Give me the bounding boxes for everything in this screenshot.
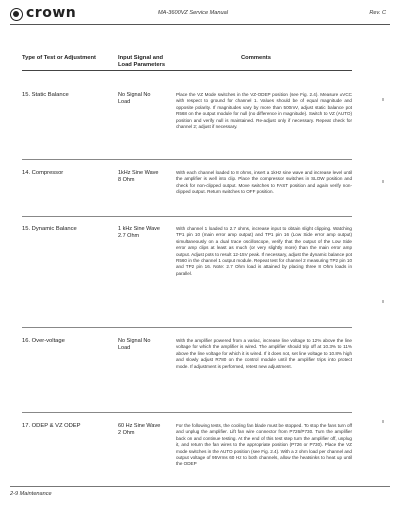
column-header-type: Type of Test or Adjustment xyxy=(22,55,96,61)
row-input-parameters: No Signal No Load xyxy=(118,92,151,105)
manual-title: MA-3600VZ Service Manual xyxy=(158,10,228,16)
row-test-type: 14. Compressor xyxy=(22,170,64,176)
margin-mark xyxy=(382,300,384,303)
column-header-divider xyxy=(22,70,352,71)
column-headers xyxy=(0,55,400,71)
row-comment: With channel 1 loaded to 2.7 ohms, increase input to obtain slight clipping. Watching TP1 pin 10 (main error amp output) and TP1 pin 16 (Low Side error amp output) simultaneously on a dual trace oscilloscope, verify that the output of the Low Side error amp clips at least as much (or very slightly more) than the main error amp output. Adjust pots to result 12-15V peak. If necessary, adjust the dynamic balance pot R560 in the channel 1 output module. Repeat test for channel 2 measuring TP2 pin 10 and TP2 pin 16. Note: 2.7 Ohm load is attained by placing three 8 Ohm loads in parallel. xyxy=(176,226,352,276)
page-footer: 2-9 Maintenance xyxy=(10,491,52,497)
footer-divider xyxy=(10,486,390,487)
row-input-parameters: No Signal No Load xyxy=(118,338,151,351)
row-comment: With the amplifier powered from a variac, increase line voltage to 12% above the line voltage for which the amplifier is wired. The amplifier should trip off at 10.3% to 11% above the line voltage for which it is wired. If it does not, set line voltage to 10.8% high and slowly adjust R780 on the control module until the amplifier trips into protect mode. If adjustment is performed, retest new adjustment. xyxy=(176,338,352,369)
row-input-parameters: 1 kHz Sine Wave 2.7 Ohm xyxy=(118,226,160,239)
header-divider xyxy=(10,24,390,25)
column-header-input: Input Signal and Load Parameters xyxy=(118,55,166,68)
margin-mark xyxy=(382,180,384,183)
crown-logo-icon xyxy=(10,8,23,21)
row-divider xyxy=(22,216,352,217)
column-header-comments: Comments xyxy=(241,55,271,61)
row-comment: With each channel loaded to 8 ohms, insert a 1kHz sine wave and increase level until the amplifier is well into clip. Place the compressor switches in SLOW position and check for non-clipped output. Move switches to FAST position and again verify non-clipped output. Return switches to OFF position. xyxy=(176,170,352,195)
row-input-parameters: 1kHz Sine Wave 8 Ohm xyxy=(118,170,159,183)
row-test-type: 15. Static Balance xyxy=(22,92,69,98)
row-divider xyxy=(22,412,352,413)
row-comment: Place the VZ Mode switches in the VZ-ODEP position (see Fig. 2.4). Measure ±VCC with respect to ground for channel 1. Values should be of equal magnitude and opposite polarity. If magnitudes vary by more than 500mV, adjust static balance pot R568 on the output module for null (no difference in magnitude). Switch to VZ (AUTO) position and verify null is maintained. Re-adjust only if necessary. Repeat check for channel 2; adjust if necessary. xyxy=(176,92,352,130)
row-test-type: 16. Over-voltage xyxy=(22,338,65,344)
row-divider xyxy=(22,327,352,328)
row-test-type: 17. ODEP & VZ ODEP xyxy=(22,423,81,429)
row-test-type: 15. Dynamic Balance xyxy=(22,226,77,232)
row-comment: For the following tests, the cooling fan blade must be stopped. To stop the fans turn off and unplug the amplifier. Lift fan wire connector from P726/P730. Turn the amplifier back on and continue testing. At the end of this test step turn the amplifier off, unplug it, and return the fan wires to the appropriate position (P726 or P730). Place the VZ mode switches in the AUTO position (see Fig. 2.4). With a 2 ohm load per channel and output voltage of 95Vrms 60 Hz to both channels, allow the heatsinks to heat up until the ODEP xyxy=(176,423,352,467)
margin-mark xyxy=(382,420,384,423)
margin-mark xyxy=(382,98,384,101)
row-input-parameters: 60 Hz Sine Wave 2 Ohm xyxy=(118,423,161,436)
logo-text: crown xyxy=(26,5,77,21)
row-divider xyxy=(22,159,352,160)
revision-label: Rev. C xyxy=(369,10,386,16)
